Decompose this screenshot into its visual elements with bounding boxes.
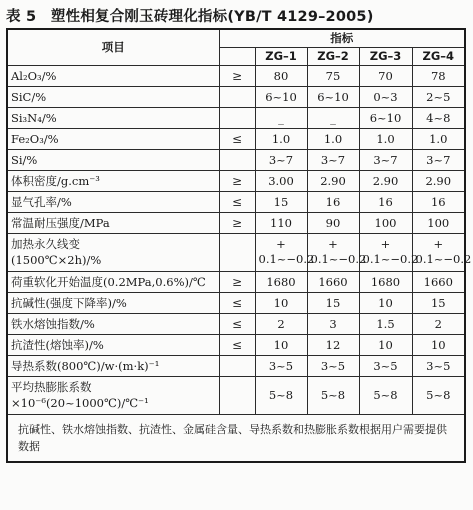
value-cell: 5~8 <box>307 376 359 414</box>
property-cell: SiC/% <box>7 86 219 107</box>
value-cell: 3~5 <box>359 355 412 376</box>
value-cell <box>359 233 419 271</box>
property-cell <box>7 376 219 414</box>
comparison-symbol <box>219 355 255 376</box>
value-line2: 0.1~−0.2 <box>362 252 419 266</box>
comparison-symbol: ≤ <box>219 292 255 313</box>
value-cell: 90 <box>307 212 359 233</box>
table-row <box>7 65 465 86</box>
value-line1: + <box>328 237 338 251</box>
value-cell: 3~7 <box>307 149 359 170</box>
property-cell: 抗渣性(熔蚀率)/% <box>7 334 219 355</box>
value-cell: 3 <box>307 313 359 334</box>
value-cell: 10 <box>359 334 412 355</box>
value-cell: 5~8 <box>255 376 307 414</box>
value-cell: _ <box>307 107 359 128</box>
table-row <box>7 107 465 128</box>
property-cell: Si/% <box>7 149 219 170</box>
value-cell: 3~7 <box>412 149 465 170</box>
value-cell: 2.90 <box>359 170 412 191</box>
value-cell: 1.5 <box>359 313 412 334</box>
property-cell: 导热系数(800℃)/w·(m·k)⁻¹ <box>7 355 219 376</box>
value-cell: 6~10 <box>359 107 412 128</box>
value-cell: 1.0 <box>307 128 359 149</box>
value-cell: 16 <box>359 191 412 212</box>
value-cell: 2 <box>412 313 465 334</box>
value-cell: 110 <box>255 212 307 233</box>
table-row <box>7 212 465 233</box>
table-title: 表 5 塑性相复合刚玉砖理化指标(YB/T 4129–2005) <box>6 9 374 25</box>
value-cell: 16 <box>412 191 465 212</box>
value-cell: 1660 <box>412 271 465 292</box>
table-row <box>7 271 465 292</box>
value-cell: 0~3 <box>359 86 412 107</box>
property-label-line2: ×10⁻⁶(20~1000℃)/℃⁻¹ <box>11 396 149 410</box>
value-cell: 4~8 <box>412 107 465 128</box>
value-cell: 2 <box>255 313 307 334</box>
grade-header: ZG–4 <box>412 47 465 65</box>
value-cell: _ <box>255 107 307 128</box>
value-cell: 3~5 <box>307 355 359 376</box>
item-header: 项目 <box>7 29 219 65</box>
comparison-symbol: ≥ <box>219 65 255 86</box>
value-cell: 15 <box>307 292 359 313</box>
table-row <box>7 313 465 334</box>
properties-table <box>6 28 472 463</box>
value-cell: 16 <box>307 191 359 212</box>
comparison-symbol <box>219 233 255 271</box>
value-cell: 5~8 <box>412 376 465 414</box>
property-cell: 荷重软化开始温度(0.2MPa,0.6%)/℃ <box>7 271 219 292</box>
table-row <box>7 170 465 191</box>
comparison-symbol: ≥ <box>219 212 255 233</box>
value-cell: 12 <box>307 334 359 355</box>
table-row <box>7 376 465 414</box>
value-cell: 10 <box>359 292 412 313</box>
value-cell <box>255 233 315 271</box>
value-line1: + <box>380 237 391 251</box>
value-cell: 3~7 <box>359 149 412 170</box>
property-cell: 常温耐压强度/MPa <box>7 212 219 233</box>
value-cell: 1.0 <box>359 128 412 149</box>
table-row <box>7 292 465 313</box>
value-cell: 78 <box>412 65 465 86</box>
value-cell: 2~5 <box>412 86 465 107</box>
property-label-line1: 平均热膨胀系数 <box>11 380 92 394</box>
table-row <box>7 86 465 107</box>
table-row <box>7 233 465 271</box>
value-cell: 100 <box>359 212 412 233</box>
property-label-line2: (1500℃×2h)/% <box>11 253 102 267</box>
value-cell: 70 <box>359 65 412 86</box>
sym-header <box>219 47 255 65</box>
property-cell: 铁水熔蚀指数/% <box>7 313 219 334</box>
table-note: 抗碱性、铁水熔蚀指数、抗渣性、金属硅含量、导热系数和热膨胀系数根据用户需要提供数据 <box>7 414 465 462</box>
value-cell: 75 <box>307 65 359 86</box>
value-cell: 3~5 <box>255 355 307 376</box>
property-cell: Si₃N₄/% <box>7 107 219 128</box>
table-row <box>7 334 465 355</box>
value-cell: 6~10 <box>307 86 359 107</box>
value-cell: 10 <box>255 292 307 313</box>
property-cell: Fe₂O₃/% <box>7 128 219 149</box>
value-cell: 6~10 <box>255 86 307 107</box>
value-cell: 3.00 <box>255 170 307 191</box>
value-line1: + <box>433 237 444 251</box>
grade-header: ZG–2 <box>307 47 359 65</box>
table-row <box>7 191 465 212</box>
comparison-symbol: ≤ <box>219 313 255 334</box>
value-line2: 0.1~−0.2 <box>415 252 472 266</box>
value-cell: 2.90 <box>412 170 465 191</box>
comparison-symbol <box>219 107 255 128</box>
table-row <box>7 128 465 149</box>
comparison-symbol <box>219 376 255 414</box>
value-cell: 1680 <box>255 271 307 292</box>
comparison-symbol: ≤ <box>219 191 255 212</box>
value-cell: 1680 <box>359 271 412 292</box>
value-cell: 2.90 <box>307 170 359 191</box>
value-cell: 5~8 <box>359 376 412 414</box>
indicator-header: 指标 <box>219 29 465 47</box>
table-row <box>7 149 465 170</box>
property-cell: Al₂O₃/% <box>7 65 219 86</box>
property-cell: 体积密度/g.cm⁻³ <box>7 170 219 191</box>
value-cell: 10 <box>255 334 307 355</box>
comparison-symbol: ≥ <box>219 271 255 292</box>
property-cell <box>7 233 219 271</box>
value-line2: 0.1~−0.2 <box>310 252 367 266</box>
value-line2: 0.1~−0.2 <box>258 252 315 266</box>
comparison-symbol: ≤ <box>219 334 255 355</box>
table-body <box>7 65 472 414</box>
value-cell: 15 <box>412 292 465 313</box>
comparison-symbol <box>219 149 255 170</box>
value-cell <box>412 233 472 271</box>
value-cell <box>307 233 367 271</box>
grade-header: ZG–3 <box>359 47 412 65</box>
header-row-1 <box>7 29 465 47</box>
value-cell: 1660 <box>307 271 359 292</box>
property-label-line1: 加热永久线变 <box>11 237 80 251</box>
value-cell: 3~7 <box>255 149 307 170</box>
grade-header: ZG–1 <box>255 47 307 65</box>
value-cell: 15 <box>255 191 307 212</box>
value-cell: 3~5 <box>412 355 465 376</box>
comparison-symbol <box>219 86 255 107</box>
value-cell: 10 <box>412 334 465 355</box>
value-cell: 1.0 <box>412 128 465 149</box>
comparison-symbol: ≤ <box>219 128 255 149</box>
property-cell: 显气孔率/% <box>7 191 219 212</box>
note-row <box>7 414 465 462</box>
comparison-symbol: ≥ <box>219 170 255 191</box>
property-cell: 抗碱性(强度下降率)/% <box>7 292 219 313</box>
value-line1: + <box>276 237 286 251</box>
value-cell: 1.0 <box>255 128 307 149</box>
table-row <box>7 355 465 376</box>
value-cell: 80 <box>255 65 307 86</box>
value-cell: 100 <box>412 212 465 233</box>
